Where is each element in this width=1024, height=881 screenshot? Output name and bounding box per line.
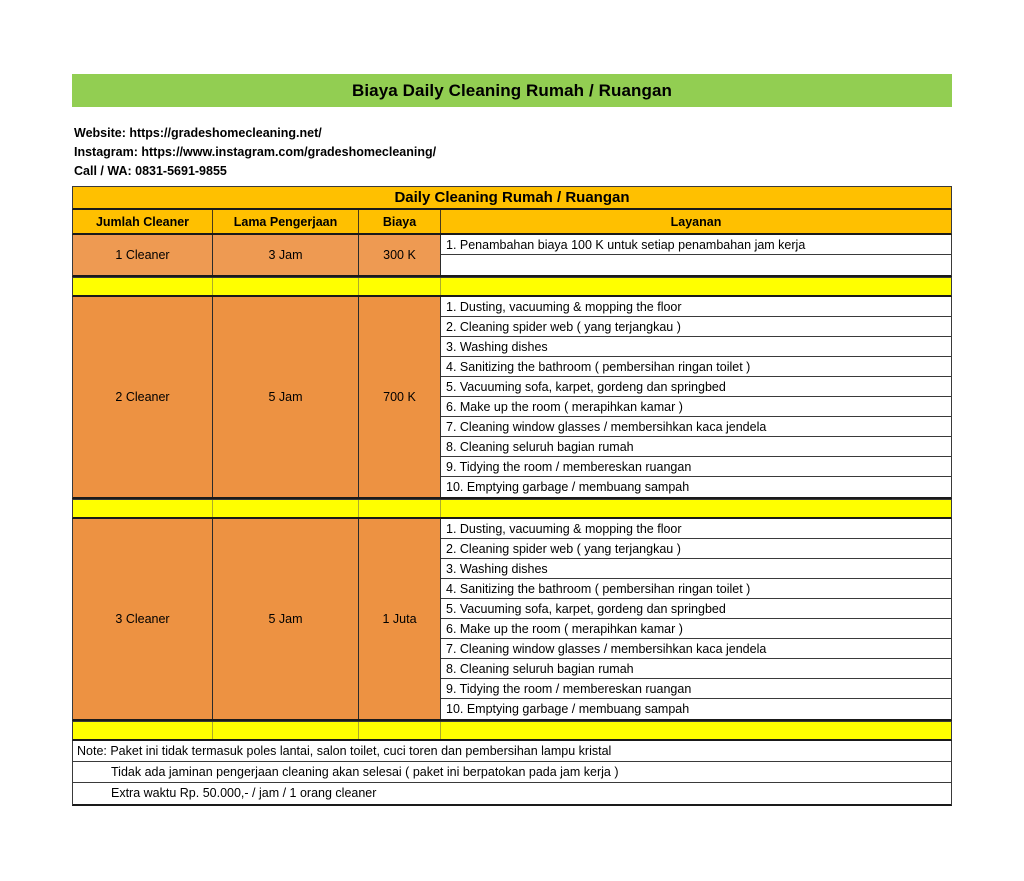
service-item: 6. Make up the room ( merapihkan kamar )	[441, 619, 951, 639]
service-item: 9. Tidying the room / membereskan ruangan	[441, 679, 951, 699]
service-item: 1. Dusting, vacuuming & mopping the floor	[441, 519, 951, 539]
service-item: 7. Cleaning window glasses / membersihkan kaca jendela	[441, 639, 951, 659]
package-2-cleaners: 2 Cleaner	[73, 297, 213, 497]
package-1-cleaners: 1 Cleaner	[73, 235, 213, 275]
service-item: 5. Vacuuming sofa, karpet, gordeng dan springbed	[441, 377, 951, 397]
note-line: Note: Paket ini tidak termasuk poles lantai, salon toilet, cuci toren dan pembersihan lampu kristal	[73, 741, 951, 762]
section-spacer	[72, 721, 952, 741]
note-line: Tidak ada jaminan pengerjaan cleaning akan selesai ( paket ini berpatokan pada jam kerja )	[73, 762, 951, 783]
package-1-services	[441, 235, 951, 275]
table-header-row	[72, 210, 952, 235]
package-2-services	[441, 297, 951, 497]
table-subtitle-band	[72, 186, 952, 210]
service-item: 2. Cleaning spider web ( yang terjangkau )	[441, 317, 951, 337]
service-item: 4. Sanitizing the bathroom ( pembersihan ringan toilet )	[441, 579, 951, 599]
service-item: 10. Emptying garbage / membuang sampah	[446, 702, 690, 716]
service-item: 8. Cleaning seluruh bagian rumah	[441, 659, 951, 679]
service-item: 4. Sanitizing the bathroom ( pembersihan ringan toilet )	[441, 357, 951, 377]
package-3-services	[441, 519, 951, 719]
contact-instagram: Instagram: https://www.instagram.com/gradeshomecleaning/	[74, 145, 437, 159]
contact-website: Website: https://gradeshomecleaning.net/	[74, 126, 322, 140]
service-item: 6. Make up the room ( merapihkan kamar )	[441, 397, 951, 417]
table-subtitle: Daily Cleaning Rumah / Ruangan	[394, 189, 630, 206]
service-item	[441, 255, 951, 275]
package-1-price: 300 K	[359, 235, 441, 275]
column-header-duration: Lama Pengerjaan	[213, 210, 359, 233]
service-item: 7. Cleaning window glasses / membersihkan kaca jendela	[441, 417, 951, 437]
column-header-price: Biaya	[359, 210, 441, 233]
column-header-services: Layanan	[441, 210, 951, 233]
package-1-duration: 3 Jam	[213, 235, 359, 275]
note-line: Extra waktu Rp. 50.000,- / jam / 1 orang cleaner	[111, 786, 377, 800]
section-spacer	[72, 277, 952, 297]
package-2-duration: 5 Jam	[213, 297, 359, 497]
section-spacer	[72, 499, 952, 519]
notes-section	[72, 741, 952, 806]
service-item: 5. Vacuuming sofa, karpet, gordeng dan springbed	[441, 599, 951, 619]
package-row-1	[72, 235, 952, 277]
service-item: 1. Penambahan biaya 100 K untuk setiap penambahan jam kerja	[441, 235, 951, 255]
service-item: 3. Washing dishes	[441, 337, 951, 357]
contact-phone: Call / WA: 0831-5691-9855	[74, 164, 227, 178]
package-3-duration: 5 Jam	[213, 519, 359, 719]
service-item: 9. Tidying the room / membereskan ruangan	[441, 457, 951, 477]
document-title: Biaya Daily Cleaning Rumah / Ruangan	[351, 80, 673, 100]
package-3-cleaners: 3 Cleaner	[73, 519, 213, 719]
package-3-price: 1 Juta	[359, 519, 441, 719]
package-2-price: 700 K	[359, 297, 441, 497]
column-header-cleaners: Jumlah Cleaner	[73, 210, 213, 233]
pricing-table	[72, 186, 952, 806]
package-row-3	[72, 519, 952, 721]
service-item: 1. Dusting, vacuuming & mopping the floor	[441, 297, 951, 317]
package-row-2	[72, 297, 952, 499]
contact-info-block	[74, 124, 674, 181]
service-item: 3. Washing dishes	[441, 559, 951, 579]
service-item: 8. Cleaning seluruh bagian rumah	[441, 437, 951, 457]
document-title-band	[72, 74, 952, 107]
service-item: 10. Emptying garbage / membuang sampah	[446, 480, 690, 494]
service-item: 2. Cleaning spider web ( yang terjangkau )	[441, 539, 951, 559]
